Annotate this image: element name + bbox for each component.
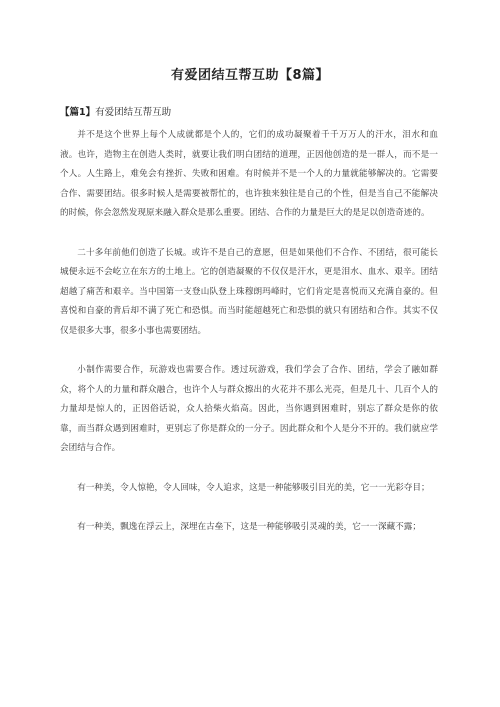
paragraph: 小制作需要合作，玩游戏也需要合作。透过玩游戏，我们学会了合作、团结，学会了融如群众，将个人的力量和群众融合，也许个人与群众擦出的火花并不那么光亮，但是几十、几百个人的力量却是惊人的，正因俗话说，众人拾柴火焰高。因此，当你遇到困难时，别忘了群众是你的依靠，而当群众遇到困难时，更别忘了你是群众的一分子。因此群众和个人是分不开的。我们就应学会团结与合作。	[60, 365, 438, 453]
paragraph: 二十多年前他们创造了长城。或许不是自己的意愿，但是如果他们不合作、不团结，很可能长城便永远不会屹立在东方的土地上。它的创造凝聚的不仅仅是汗水，更是泪水、血水、艰辛。团结超越了痛苦和艰辛。当中国第一支登山队登上珠穆朗玛峰时，它们肯定是喜悦而又充满自豪的。但喜悦和自豪的背后却不满了死亡和恐惧。而当时能超越死亡和恐惧的就只有团结和合作。其实不仅仅是很多大事，很多小事也需要团结。	[60, 247, 438, 336]
section-heading-text: 有爱团结互帮互助	[95, 107, 172, 118]
paragraph: 并不是这个世界上每个人成就都是个人的，它们的成功凝聚着千千万万人的汗水，泪水和血液。也许，造物主在创造人类时，就要让我们明白团结的道理，正因他创造的是一群人，而不是一个人。人生路上，难免会有挫折、失败和困难。有时候并不是一个人的力量就能够解决的。它需要合作、需要团结。很多时候人是需要被帮忙的，也许独来独往是自己的个性，但是当自己不能解决的时候，你会忽然发现原来融入群众是那么重要。团结、合作的力量是巨大的是足以创造奇迹的。	[60, 130, 438, 218]
article-body	[60, 126, 438, 558]
paragraph: 有一种美，飘逸在浮云上，深埋在古垒下，这是一种能够吸引灵魂的美，它一一深藏不露；	[77, 522, 421, 532]
paragraph: 有一种美，令人惊艳，令人回味，令人追求，这是一种能够吸引目光的美，它一一光彩夺目；	[77, 482, 430, 493]
page-title: 有爱团结互帮互助【8篇】	[170, 68, 330, 83]
section-heading	[60, 104, 440, 118]
section-tag: 【篇1】	[60, 107, 96, 118]
